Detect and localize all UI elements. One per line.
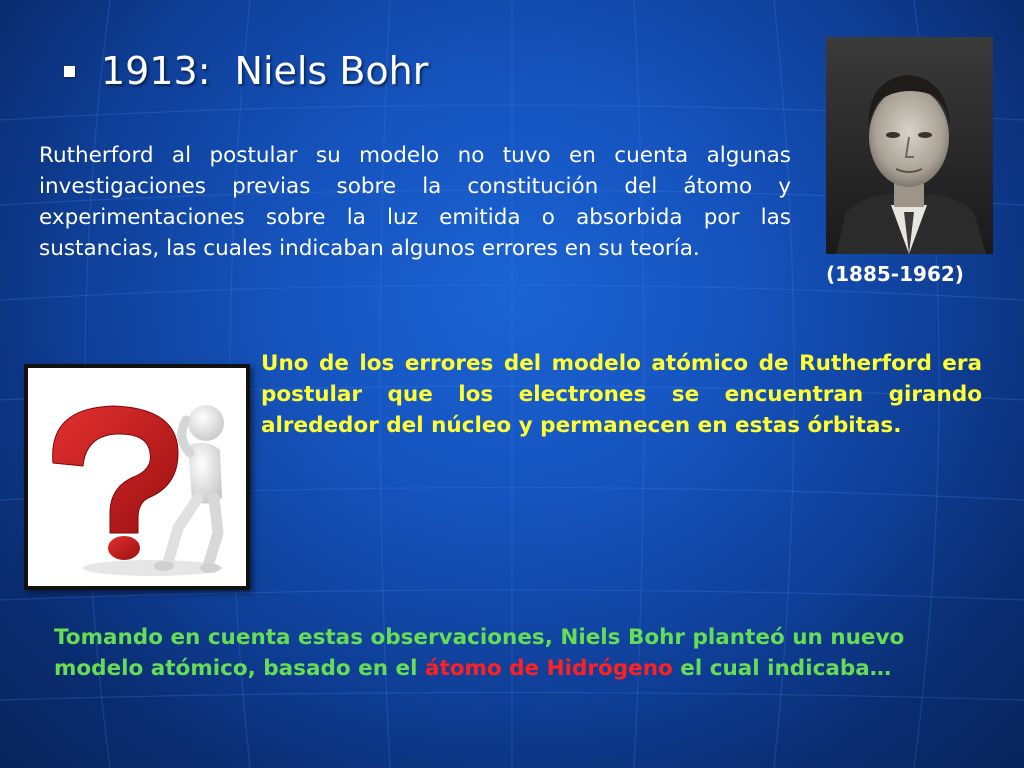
title-year: 1913:: [101, 49, 211, 93]
title-name: Niels Bohr: [234, 49, 429, 93]
portrait-dates: (1885-1962): [826, 262, 964, 286]
bullet-square-icon: [64, 66, 75, 77]
question-mark-figure-icon: [28, 368, 246, 586]
conclusion-part2: el cual indicaba…: [672, 656, 892, 681]
rutherford-error-text: Uno de los errores del modelo atómico de Rutherford era postular que los electrones se encuentran girando alrededor del núcleo y permanecen en estas órbitas.: [261, 351, 982, 438]
intro-paragraph: Rutherford al postular su modelo no tuvo en cuenta algunas investigaciones previas sobre la constitución del átomo y experimentaciones sobre la luz emitida o absorbida por las sustancias, las cuales indicaban algunos errores en su teoría.: [39, 143, 791, 261]
hydrogen-atom-highlight: átomo de Hidrógeno: [424, 656, 673, 681]
conclusion-text: [54, 622, 994, 684]
portrait-photo-icon: [826, 37, 993, 254]
slide-title: [64, 46, 428, 96]
conclusion-part1: Tomando en cuenta estas observaciones, Niels Bohr planteó un nuevo modelo atómico, basado en el: [54, 625, 905, 681]
clipart-frame: [24, 364, 250, 590]
